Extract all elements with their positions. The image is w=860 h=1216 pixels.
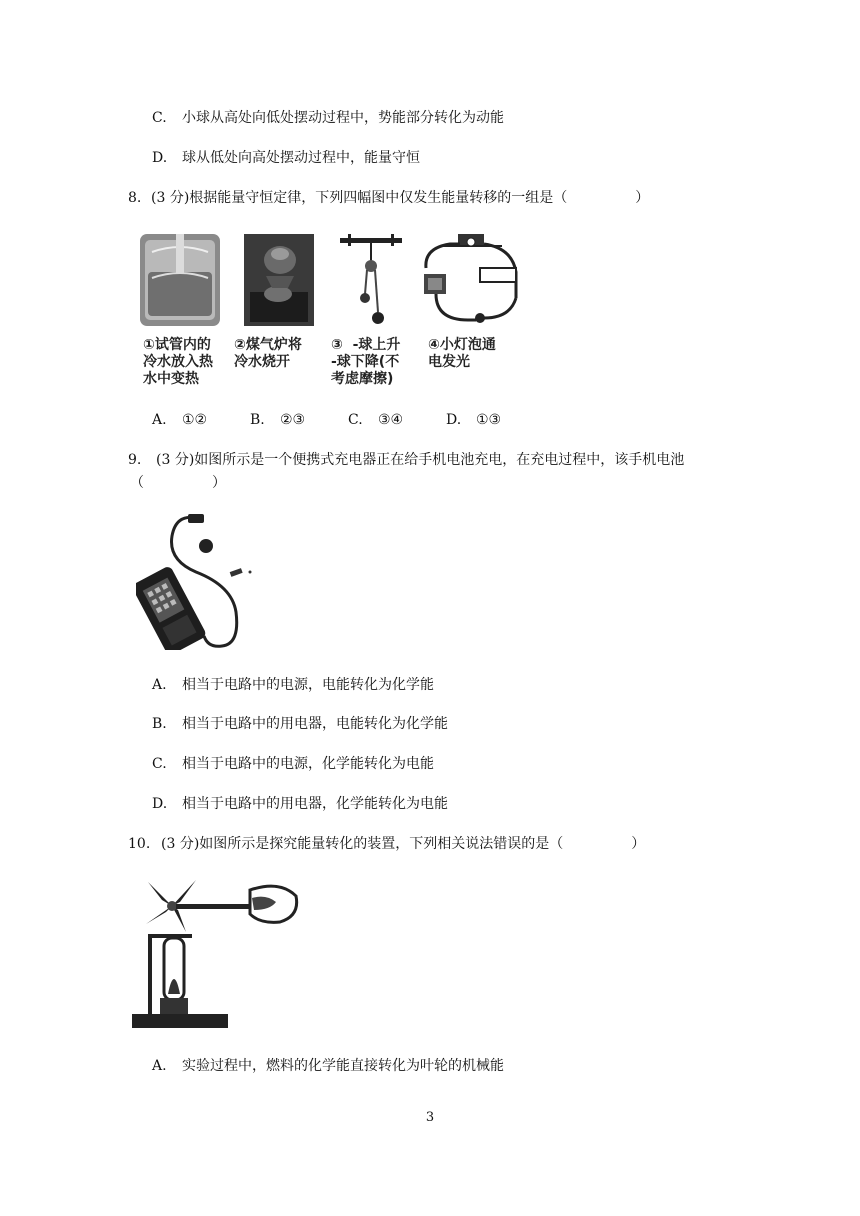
option-text: 相当于电路中的电源，化学能转化为电能 <box>182 756 434 772</box>
question-text: (3 分)如图所示是一个便携式充电器正在给手机电池充电，在充电过程中，该手机电池 <box>156 452 685 468</box>
q9-option-a <box>152 675 434 695</box>
option-letter: C. <box>152 756 167 772</box>
option-letter: C. <box>152 110 167 126</box>
option-text: 小球从高处向低处摆动过程中，势能部分转化为动能 <box>182 110 504 126</box>
option-letter: A. <box>152 1058 167 1074</box>
figure-caption-1 <box>143 337 213 388</box>
q8-choice-d <box>446 410 544 430</box>
caption-line: 冷水放入热 <box>143 354 213 370</box>
option-text: 相当于电路中的用电器，化学能转化为电能 <box>182 796 448 812</box>
q10-option-a <box>152 1056 504 1076</box>
q9-stem <box>128 450 684 470</box>
option-text: 相当于电路中的电源，电能转化为化学能 <box>182 677 434 693</box>
option-letter: D. <box>152 150 168 166</box>
question-number: 9. <box>128 452 142 468</box>
caption-line: ③ -球上升 <box>331 337 401 353</box>
q10-stem <box>128 834 645 854</box>
figure-caption-4 <box>428 337 496 371</box>
paren-close: ） <box>212 475 226 491</box>
q8-choice-b <box>250 410 348 430</box>
choice-letter: D. <box>446 412 462 428</box>
figure-caption-3 <box>331 337 400 388</box>
choice-text: ③④ <box>378 412 404 428</box>
q7-option-c <box>152 108 504 128</box>
caption-line: 冷水烧开 <box>234 354 290 370</box>
question-text-close: ） <box>631 836 646 852</box>
portable-charger-figure <box>136 512 258 650</box>
figure-caption-2 <box>234 337 302 371</box>
question-text-close: ） <box>635 190 650 206</box>
impeller-apparatus-figure <box>130 876 302 1034</box>
option-letter: D. <box>152 796 168 812</box>
q9-option-c <box>152 754 434 774</box>
caption-line: 水中变热 <box>143 371 199 387</box>
choice-text: ①② <box>182 412 208 428</box>
option-letter: A. <box>152 677 167 693</box>
question-text: (3 分)根据能量守恒定律，下列四幅图中仅发生能量转移的一组是（ <box>151 190 568 206</box>
caption-line: 电发光 <box>428 354 470 370</box>
choice-text: ②③ <box>280 412 306 428</box>
q9-option-b <box>152 714 448 734</box>
q8-stem <box>128 188 649 208</box>
q8-choice-c <box>348 410 446 430</box>
option-letter: B. <box>152 716 167 732</box>
option-text: 相当于电路中的用电器，电能转化为化学能 <box>182 716 448 732</box>
q8-choices <box>152 410 544 430</box>
test-tube-in-hot-water-figure <box>138 232 222 328</box>
q9-answer-paren <box>130 473 226 493</box>
question-number: 10. <box>128 836 151 852</box>
caption-line: ②煤气炉将 <box>234 337 302 353</box>
pendulum-figure <box>338 232 404 328</box>
option-text: 球从低处向高处摆动过程中，能量守恒 <box>182 150 420 166</box>
choice-letter: C. <box>348 412 363 428</box>
gas-stove-figure <box>242 232 316 328</box>
caption-line: -球下降(不 <box>331 354 400 370</box>
choice-letter: B. <box>250 412 265 428</box>
q8-choice-a <box>152 410 250 430</box>
q9-option-d <box>152 794 448 814</box>
caption-line: ④小灯泡通 <box>428 337 496 353</box>
option-text: 实验过程中，燃料的化学能直接转化为叶轮的机械能 <box>182 1058 504 1074</box>
question-text: (3 分)如图所示是探究能量转化的装置，下列相关说法错误的是（ <box>161 836 564 852</box>
bulb-circuit-figure <box>420 228 522 328</box>
page-number: 3 <box>425 1110 435 1125</box>
caption-line: 考虑摩擦) <box>331 371 394 387</box>
choice-text: ①③ <box>476 412 502 428</box>
choice-letter: A. <box>152 412 167 428</box>
caption-line: ①试管内的 <box>143 337 211 353</box>
paren-open: （ <box>130 475 144 491</box>
question-number: 8. <box>128 190 142 206</box>
q7-option-d <box>152 148 420 168</box>
